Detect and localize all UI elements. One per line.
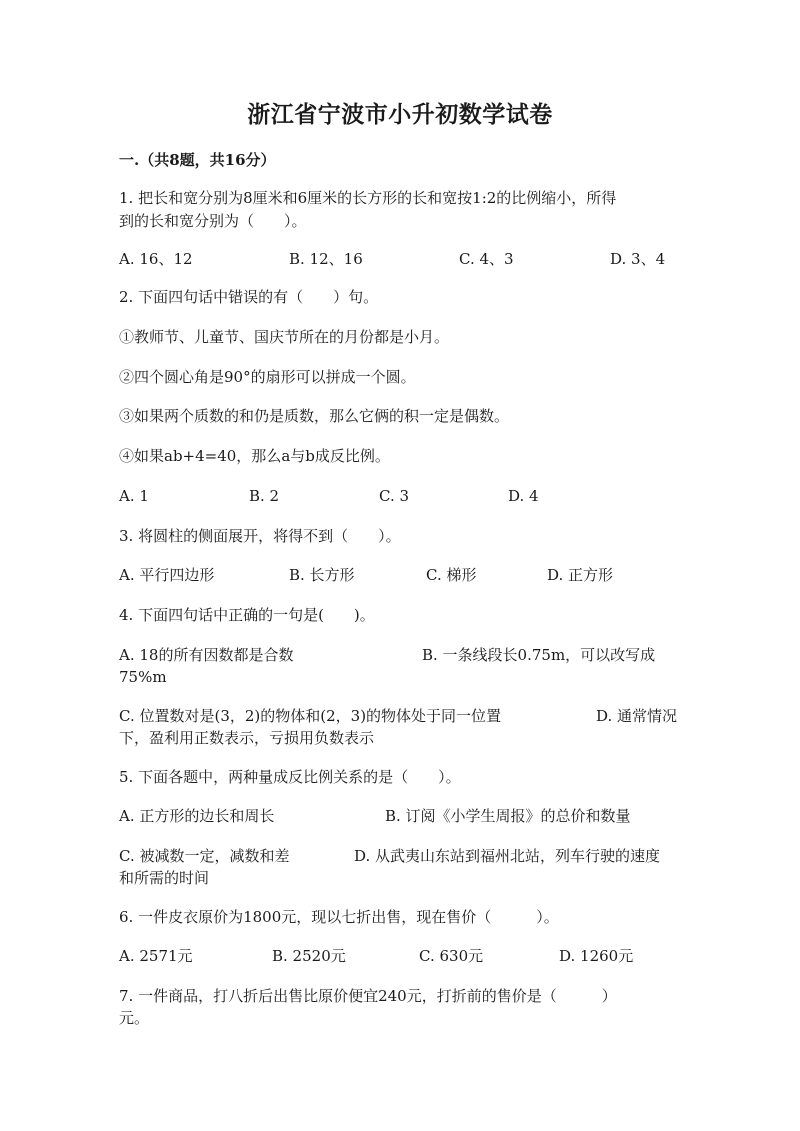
question-4-option-c: C. 位置数对是(3，2)的物体和(2，3)的物体处于同一位置 <box>119 707 502 725</box>
question-1-option-a: A. 16、12 <box>119 250 193 268</box>
question-4-option-a: A. 18的所有因数都是合数 <box>119 646 294 664</box>
question-5-option-c: C. 被减数一定，减数和差 <box>119 847 290 865</box>
question-1-line-1: 1. 把长和宽分别为8厘米和6厘米的长方形的长和宽按1:2的比例缩小，所得 <box>119 189 617 207</box>
question-6-option-d: D. 1260元 <box>559 947 634 965</box>
question-5-option-d-continued: 和所需的时间 <box>119 869 210 887</box>
question-3-stem: 3. 将圆柱的侧面展开，将得不到（ ）。 <box>119 527 401 545</box>
question-2-stem: 2. 下面四句话中错误的有（ ）句。 <box>119 288 379 306</box>
question-6-option-b: B. 2520元 <box>272 947 346 965</box>
question-1-option-d: D. 3、4 <box>610 250 666 268</box>
question-3-option-a: A. 平行四边形 <box>119 566 215 584</box>
question-2-option-a: A. 1 <box>119 487 149 505</box>
question-2-statement-3: ③如果两个质数的和仍是质数，那么它俩的积一定是偶数。 <box>119 407 510 425</box>
question-6-option-c: C. 630元 <box>419 947 484 965</box>
question-3-option-d: D. 正方形 <box>547 566 614 584</box>
question-4-option-b: B. 一条线段长0.75m，可以改写成 <box>422 646 656 664</box>
question-5-option-d: D. 从武夷山东站到福州北站，列车行驶的速度 <box>354 847 661 865</box>
question-3-option-b: B. 长方形 <box>289 566 355 584</box>
question-4-option-d-continued: 下，盈利用正数表示，亏损用负数表示 <box>119 729 375 747</box>
question-6-stem: 6. 一件皮衣原价为1800元，现以七折出售，现在售价（ ）。 <box>119 908 559 926</box>
question-5-option-a: A. 正方形的边长和周长 <box>119 807 275 825</box>
question-4-option-b-continued: 75%m <box>119 668 167 686</box>
question-5-option-b: B. 订阅《小学生周报》的总价和数量 <box>385 807 631 825</box>
question-1-option-b: B. 12、16 <box>289 250 363 268</box>
question-1-option-c: C. 4、3 <box>459 250 514 268</box>
question-7-line-1: 7. 一件商品，打八折后出售比原价便宜240元，打折前的售价是（ ） <box>119 987 617 1005</box>
question-7-line-2: 元。 <box>119 1009 150 1027</box>
section-heading: 一.（共8题，共16分） <box>119 151 276 169</box>
question-2-option-d: D. 4 <box>508 487 539 505</box>
question-1-line-2: 到的长和宽分别为（ ）。 <box>119 212 307 230</box>
question-2-option-b: B. 2 <box>249 487 280 505</box>
question-6-option-a: A. 2571元 <box>119 947 193 965</box>
page-title: 浙江省宁波市小升初数学试卷 <box>247 101 553 128</box>
question-2-statement-2: ②四个圆心角是90°的扇形可以拼成一个圆。 <box>119 368 416 386</box>
question-5-stem: 5. 下面各题中，两种量成反比例关系的是（ ）。 <box>119 768 461 786</box>
question-4-option-d: D. 通常情况 <box>596 707 678 725</box>
question-2-statement-1: ①教师节、儿童节、国庆节所在的月份都是小月。 <box>119 328 450 346</box>
question-2-option-c: C. 3 <box>379 487 410 505</box>
question-2-statement-4: ④如果ab+4=40，那么a与b成反比例。 <box>119 447 390 465</box>
question-4-stem: 4. 下面四句话中正确的一句是( )。 <box>119 606 375 624</box>
question-3-option-c: C. 梯形 <box>426 566 477 584</box>
